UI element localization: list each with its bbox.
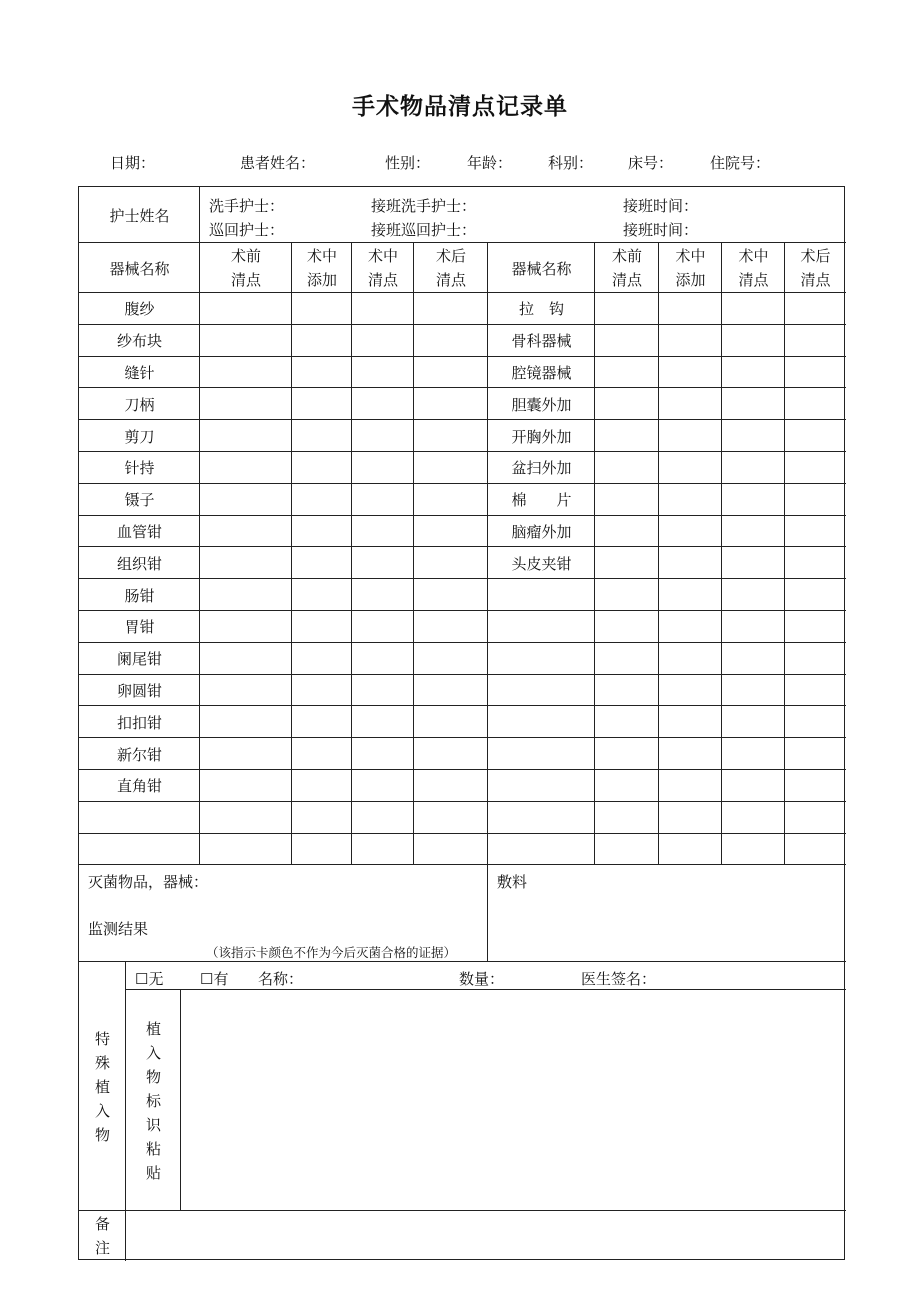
implant-yes-checkbox: ☐有 <box>200 970 229 988</box>
count-cell[interactable] <box>785 706 846 738</box>
post-op-count-header <box>785 243 846 293</box>
implant-sticker-area[interactable] <box>181 990 846 1211</box>
item-name-right <box>488 802 595 834</box>
count-cell[interactable] <box>200 547 292 579</box>
count-cell[interactable] <box>785 675 846 707</box>
count-cell[interactable] <box>785 802 846 834</box>
count-record-form <box>78 186 845 1260</box>
count-cell[interactable] <box>292 484 352 516</box>
item-name-left: 刀柄 <box>124 395 155 414</box>
intra-op-add-header-text: 术中 <box>675 247 706 265</box>
item-name-left: 肠钳 <box>124 586 155 605</box>
count-cell[interactable] <box>414 484 488 516</box>
count-cell[interactable] <box>722 643 785 675</box>
post-op-count-header <box>414 243 488 293</box>
count-cell[interactable] <box>292 452 352 484</box>
count-cell[interactable] <box>722 484 785 516</box>
count-cell[interactable] <box>352 420 414 452</box>
remarks-label <box>79 1211 126 1261</box>
item-name-right: 棉 片 <box>511 491 572 510</box>
count-cell[interactable] <box>292 770 352 802</box>
count-cell[interactable] <box>659 706 722 738</box>
intra-op-count-header-text: 术中 <box>738 247 769 265</box>
count-cell[interactable] <box>200 388 292 420</box>
pre-op-count-header <box>200 243 292 293</box>
count-cell[interactable] <box>595 547 659 579</box>
date-field: 日期： <box>110 154 156 172</box>
count-cell[interactable] <box>722 547 785 579</box>
item-name-left: 胃钳 <box>124 618 155 637</box>
count-cell[interactable] <box>785 357 846 389</box>
count-cell[interactable] <box>722 325 785 357</box>
count-cell[interactable] <box>595 293 659 325</box>
count-cell[interactable] <box>785 579 846 611</box>
count-cell[interactable] <box>292 420 352 452</box>
item-name-right <box>488 611 595 643</box>
count-cell[interactable] <box>595 452 659 484</box>
item-name-left: 直角钳 <box>116 777 162 796</box>
count-cell[interactable] <box>200 325 292 357</box>
doctor-signature-field: 医生签名： <box>581 970 657 988</box>
item-name-left: 纱布块 <box>116 332 162 351</box>
item-name-right: 脑瘤外加 <box>511 522 572 541</box>
count-cell[interactable] <box>352 770 414 802</box>
relief-time-field: 接班时间： <box>623 221 699 239</box>
count-cell[interactable] <box>292 706 352 738</box>
count-cell[interactable] <box>414 357 488 389</box>
special-implant-label-text: 植 <box>94 1077 110 1096</box>
count-cell[interactable] <box>200 802 292 834</box>
count-cell[interactable] <box>722 770 785 802</box>
count-cell[interactable] <box>595 357 659 389</box>
count-cell[interactable] <box>414 388 488 420</box>
item-name-left: 新尔钳 <box>116 745 162 764</box>
form-title: 手术物品清点记录单 <box>352 94 568 120</box>
special-implant-label-text: 入 <box>94 1101 110 1120</box>
count-cell[interactable] <box>659 643 722 675</box>
count-cell[interactable] <box>659 738 722 770</box>
department-field: 科别： <box>548 154 594 172</box>
pre-op-count-header-text: 术前 <box>611 247 642 265</box>
count-cell[interactable] <box>659 484 722 516</box>
circulating-nurse-field: 巡回护士： <box>209 221 285 239</box>
count-cell[interactable] <box>595 388 659 420</box>
count-cell[interactable] <box>659 388 722 420</box>
gender-field: 性别： <box>385 154 431 172</box>
count-cell[interactable] <box>414 770 488 802</box>
count-cell[interactable] <box>352 611 414 643</box>
item-name-right <box>488 770 595 802</box>
count-cell[interactable] <box>292 643 352 675</box>
remarks-label-text: 注 <box>94 1239 110 1257</box>
count-cell[interactable] <box>352 706 414 738</box>
item-name-right <box>488 579 595 611</box>
count-cell[interactable] <box>659 325 722 357</box>
post-op-count-header-text: 术后 <box>435 247 466 265</box>
pre-op-count-header <box>595 243 659 293</box>
count-cell[interactable] <box>659 516 722 548</box>
count-cell[interactable] <box>659 802 722 834</box>
grid-line <box>291 243 292 865</box>
count-cell[interactable] <box>659 579 722 611</box>
relief-circulating-nurse-field: 接班巡回护士： <box>371 221 477 239</box>
count-cell[interactable] <box>722 516 785 548</box>
implant-sticker-label-text: 入 <box>145 1043 161 1062</box>
item-name-right <box>488 834 595 866</box>
item-name-left: 组织钳 <box>116 554 162 573</box>
count-cell[interactable] <box>414 420 488 452</box>
count-cell[interactable] <box>200 770 292 802</box>
implant-sticker-label-text: 贴 <box>145 1163 161 1182</box>
count-cell[interactable] <box>352 802 414 834</box>
implant-sticker-label-text: 粘 <box>145 1139 161 1158</box>
post-op-count-header-text: 术后 <box>800 247 831 265</box>
count-cell[interactable] <box>785 611 846 643</box>
count-cell[interactable] <box>352 738 414 770</box>
pre-op-count-header-text: 清点 <box>230 271 261 289</box>
count-cell[interactable] <box>785 547 846 579</box>
count-cell[interactable] <box>414 675 488 707</box>
count-cell[interactable] <box>785 325 846 357</box>
grid-line <box>351 243 352 865</box>
count-cell[interactable] <box>292 325 352 357</box>
age-field: 年龄： <box>467 154 513 172</box>
count-cell[interactable] <box>352 293 414 325</box>
count-cell[interactable] <box>414 452 488 484</box>
item-name-left: 缝针 <box>124 363 155 382</box>
count-cell[interactable] <box>200 611 292 643</box>
count-cell[interactable] <box>200 293 292 325</box>
count-cell[interactable] <box>414 293 488 325</box>
count-cell[interactable] <box>414 643 488 675</box>
count-cell[interactable] <box>352 388 414 420</box>
count-cell[interactable] <box>595 325 659 357</box>
count-cell[interactable] <box>352 834 414 866</box>
intra-op-add-header-text: 添加 <box>306 271 337 289</box>
count-cell[interactable] <box>722 706 785 738</box>
count-cell[interactable] <box>292 579 352 611</box>
count-cell[interactable] <box>595 675 659 707</box>
item-name-right: 盆扫外加 <box>511 459 572 478</box>
intra-op-count-header-text: 清点 <box>738 271 769 289</box>
count-cell[interactable] <box>722 452 785 484</box>
count-cell[interactable] <box>595 738 659 770</box>
count-cell[interactable] <box>200 643 292 675</box>
count-cell[interactable] <box>414 579 488 611</box>
count-cell[interactable] <box>414 325 488 357</box>
count-cell[interactable] <box>200 420 292 452</box>
dressing-label: 敷料 <box>497 873 528 892</box>
bed-number-field: 床号： <box>628 154 674 172</box>
count-cell[interactable] <box>659 834 722 866</box>
count-cell[interactable] <box>414 738 488 770</box>
item-name-right: 胆囊外加 <box>511 395 572 414</box>
count-cell[interactable] <box>722 834 785 866</box>
item-name-right: 骨科器械 <box>511 332 572 351</box>
grid-line <box>784 243 785 865</box>
count-cell[interactable] <box>595 834 659 866</box>
count-cell[interactable] <box>785 643 846 675</box>
count-cell[interactable] <box>595 706 659 738</box>
count-cell[interactable] <box>595 643 659 675</box>
count-cell[interactable] <box>595 802 659 834</box>
count-cell[interactable] <box>595 484 659 516</box>
count-cell[interactable] <box>659 357 722 389</box>
grid-line <box>199 187 200 243</box>
item-name-right <box>488 738 595 770</box>
count-cell[interactable] <box>352 325 414 357</box>
item-name-right: 头皮夹钳 <box>511 554 572 573</box>
pre-op-count-header-text: 术前 <box>230 247 261 265</box>
grid-line <box>413 243 414 865</box>
count-cell[interactable] <box>785 452 846 484</box>
count-cell[interactable] <box>722 802 785 834</box>
post-op-count-header-text: 清点 <box>800 271 831 289</box>
count-cell[interactable] <box>785 516 846 548</box>
count-cell[interactable] <box>595 516 659 548</box>
intra-op-count-header-text: 术中 <box>367 247 398 265</box>
patient-name-field: 患者姓名： <box>240 154 316 172</box>
pre-op-count-header-text: 清点 <box>611 271 642 289</box>
relief-scrub-nurse-field: 接班洗手护士： <box>371 197 477 215</box>
count-cell[interactable] <box>292 388 352 420</box>
item-name-right: 拉 钩 <box>518 300 564 319</box>
count-cell[interactable] <box>292 516 352 548</box>
grid-line <box>658 243 659 865</box>
count-cell[interactable] <box>722 675 785 707</box>
count-cell[interactable] <box>292 357 352 389</box>
count-cell[interactable] <box>352 484 414 516</box>
count-cell[interactable] <box>785 420 846 452</box>
count-cell[interactable] <box>200 738 292 770</box>
count-cell[interactable] <box>414 611 488 643</box>
count-cell[interactable] <box>722 579 785 611</box>
count-cell[interactable] <box>722 738 785 770</box>
count-cell[interactable] <box>414 547 488 579</box>
implant-sticker-label-text: 植 <box>145 1019 161 1038</box>
count-cell[interactable] <box>352 452 414 484</box>
count-cell[interactable] <box>292 834 352 866</box>
count-cell[interactable] <box>659 675 722 707</box>
count-cell[interactable] <box>414 802 488 834</box>
count-cell[interactable] <box>595 579 659 611</box>
admission-number-field: 住院号： <box>710 154 771 172</box>
intra-op-add-header-text: 术中 <box>306 247 337 265</box>
intra-op-count-header <box>352 243 414 293</box>
count-cell[interactable] <box>722 420 785 452</box>
count-cell[interactable] <box>200 484 292 516</box>
count-cell[interactable] <box>785 388 846 420</box>
item-name-left: 阑尾钳 <box>116 650 162 669</box>
count-cell[interactable] <box>785 484 846 516</box>
implant-name-field: 名称： <box>258 970 304 988</box>
implant-sticker-label <box>126 990 181 1211</box>
item-name-right <box>488 675 595 707</box>
item-name-right: 腔镜器械 <box>511 363 572 382</box>
count-cell[interactable] <box>352 643 414 675</box>
item-name-left: 卵圆钳 <box>116 681 162 700</box>
instrument-name-header: 器械名称 <box>511 259 572 278</box>
count-cell[interactable] <box>722 293 785 325</box>
item-name-left: 剪刀 <box>124 427 155 446</box>
implant-sticker-label-text: 物 <box>145 1067 161 1086</box>
grid-line <box>721 243 722 865</box>
implant-sticker-label-text: 识 <box>145 1115 161 1134</box>
count-cell[interactable] <box>200 452 292 484</box>
grid-line <box>487 243 488 865</box>
item-name-left <box>79 834 200 866</box>
count-cell[interactable] <box>292 547 352 579</box>
count-cell[interactable] <box>200 834 292 866</box>
count-cell[interactable] <box>200 357 292 389</box>
count-cell[interactable] <box>785 834 846 866</box>
count-cell[interactable] <box>785 293 846 325</box>
count-cell[interactable] <box>352 547 414 579</box>
count-cell[interactable] <box>659 770 722 802</box>
item-name-left: 针持 <box>124 459 155 478</box>
grid-line <box>199 243 200 865</box>
nurse-label: 护士姓名 <box>109 206 170 225</box>
special-implant-label-text: 物 <box>94 1125 110 1144</box>
item-name-right: 开胸外加 <box>511 427 572 446</box>
count-cell[interactable] <box>292 738 352 770</box>
count-cell[interactable] <box>659 611 722 643</box>
indicator-card-note: （该指示卡颜色不作为今后灭菌合格的证据） <box>206 945 457 961</box>
relief-time-field: 接班时间： <box>623 197 699 215</box>
count-cell[interactable] <box>292 611 352 643</box>
instrument-name-header: 器械名称 <box>109 259 170 278</box>
count-cell[interactable] <box>595 420 659 452</box>
count-cell[interactable] <box>200 706 292 738</box>
item-name-left <box>79 802 200 834</box>
monitoring-result-label: 监测结果 <box>88 920 149 939</box>
count-cell[interactable] <box>659 547 722 579</box>
item-name-right <box>488 706 595 738</box>
intra-op-count-header-text: 清点 <box>367 271 398 289</box>
implant-quantity-field: 数量： <box>459 970 505 988</box>
count-cell[interactable] <box>659 420 722 452</box>
remarks-label-text: 备 <box>94 1215 110 1233</box>
intra-op-add-header <box>659 243 722 293</box>
special-implant-label <box>79 962 126 1211</box>
remarks-area[interactable] <box>126 1211 846 1261</box>
count-cell[interactable] <box>785 770 846 802</box>
grid-line <box>594 243 595 865</box>
count-cell[interactable] <box>352 579 414 611</box>
count-cell[interactable] <box>722 611 785 643</box>
count-cell[interactable] <box>414 834 488 866</box>
count-cell[interactable] <box>414 706 488 738</box>
count-cell[interactable] <box>200 516 292 548</box>
intra-op-add-header <box>292 243 352 293</box>
count-cell[interactable] <box>352 357 414 389</box>
item-name-left: 扣扣钳 <box>116 713 162 732</box>
grid-line <box>487 865 488 962</box>
post-op-count-header-text: 清点 <box>435 271 466 289</box>
count-cell[interactable] <box>785 738 846 770</box>
count-cell[interactable] <box>292 802 352 834</box>
item-name-right <box>488 643 595 675</box>
item-name-left: 血管钳 <box>116 522 162 541</box>
count-cell[interactable] <box>659 452 722 484</box>
intra-op-count-header <box>722 243 785 293</box>
count-cell[interactable] <box>722 357 785 389</box>
count-cell[interactable] <box>352 675 414 707</box>
count-cell[interactable] <box>414 516 488 548</box>
count-cell[interactable] <box>722 388 785 420</box>
implant-none-checkbox: ☐无 <box>135 970 164 988</box>
count-cell[interactable] <box>200 579 292 611</box>
count-cell[interactable] <box>292 675 352 707</box>
count-cell[interactable] <box>595 611 659 643</box>
grid-line <box>79 864 846 865</box>
scrub-nurse-field: 洗手护士： <box>209 197 285 215</box>
count-cell[interactable] <box>352 516 414 548</box>
grid-line <box>79 961 846 962</box>
item-name-left: 腹纱 <box>124 300 155 319</box>
count-cell[interactable] <box>659 293 722 325</box>
count-cell[interactable] <box>292 293 352 325</box>
count-cell[interactable] <box>595 770 659 802</box>
count-cell[interactable] <box>200 675 292 707</box>
special-implant-label-text: 特 <box>94 1029 110 1048</box>
item-name-left: 镊子 <box>124 491 155 510</box>
special-implant-label-text: 殊 <box>94 1053 110 1072</box>
intra-op-add-header-text: 添加 <box>675 271 706 289</box>
sterilized-items-label: 灭菌物品，器械： <box>88 873 209 892</box>
implant-sticker-label-text: 标 <box>145 1091 161 1110</box>
